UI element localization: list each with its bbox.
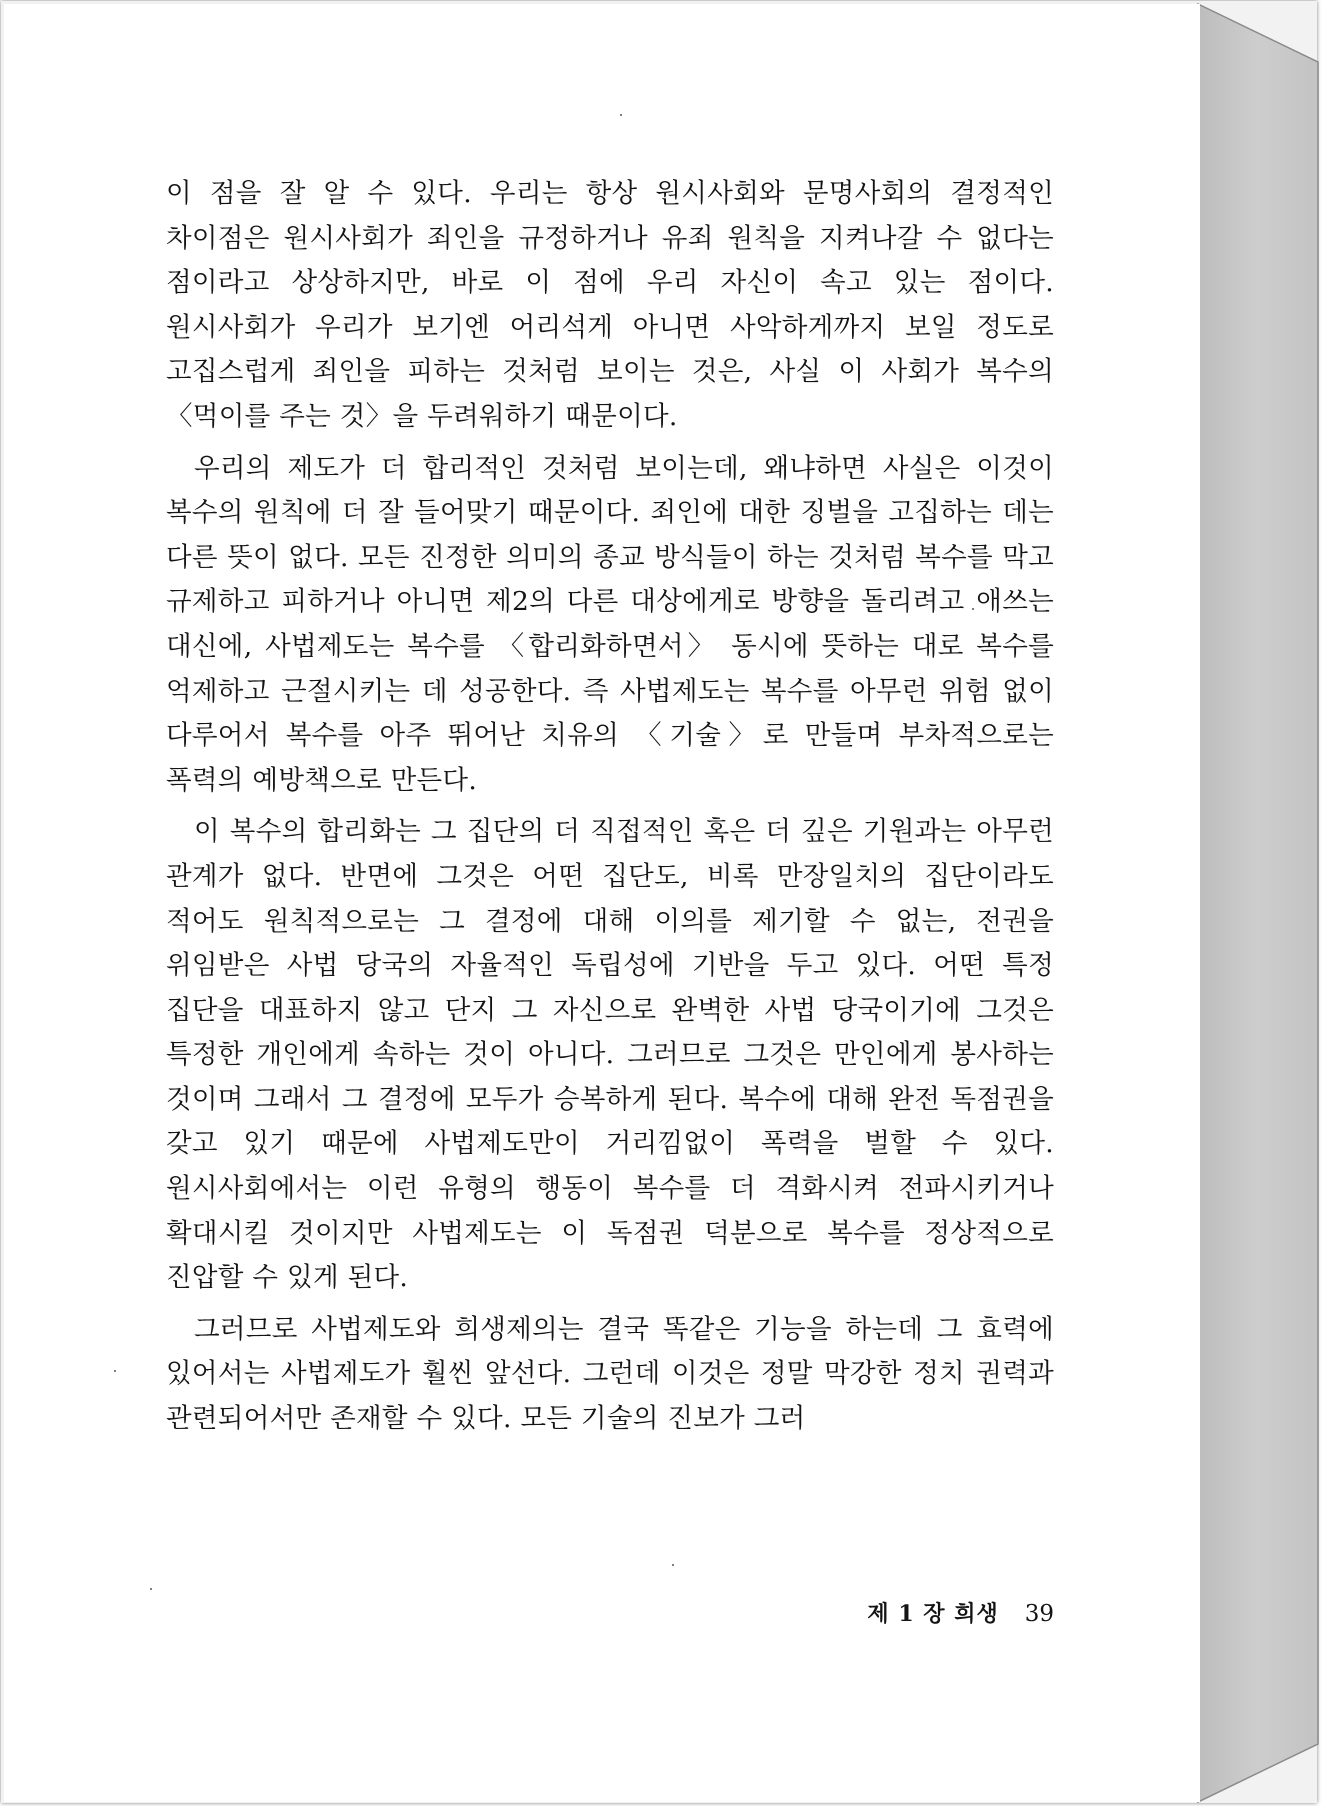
paragraph-4: 그러므로 사법제도와 희생제의는 결국 똑같은 기능을 하는데 그 효력에 있어서는 사법제도가 훨씬 앞선다. 그런데 이것은 정말 막강한 정치 권력과 관련되어서만 존재할 수 있다. 모든 기술의 진보가 그러	[166, 1313, 1054, 1435]
scan-speck	[620, 114, 622, 116]
chapter-title: 제 1 장 희생	[867, 1601, 999, 1627]
scan-speck	[672, 1564, 674, 1566]
page-footer	[840, 1597, 1054, 1628]
paragraph-1: 이 점을 잘 알 수 있다. 우리는 항상 원시사회와 문명사회의 결정적인 차이점은 원시사회가 죄인을 규정하거나 유죄 원칙을 지켜나갈 수 없다는 점이라고 상상하지만, 바로 이 점에 우리 자신이 속고 있는 점이다. 원시사회가 우리가 보기엔 어리석게 아니면 사악하게까지 보일 정도로 고집스럽게 죄인을 피하는 것처럼 보이는 것은, 사실 이 사회가 복수의 〈먹이를 주는 것〉을 두려워하기 때문이다.	[166, 178, 1054, 432]
page-number: 39	[1024, 1601, 1054, 1627]
scan-speck	[150, 1588, 152, 1590]
body-text	[166, 172, 1054, 1449]
scan-speck	[114, 1370, 116, 1372]
paragraph-3: 이 복수의 합리화는 그 집단의 더 직접적인 혹은 더 깊은 기원과는 아무런 관계가 없다. 반면에 그것은 어떤 집단도, 비록 만장일치의 집단이라도 적어도 원칙적으로는 그 결정에 대해 이의를 제기할 수 없는, 전권을 위임받은 사법 당국의 자율적인 독립성에 기반을 두고 있다. 어떤 특정 집단을 대표하지 않고 단지 그 자신으로 완벽한 사법 당국이기에 그것은 특정한 개인에게 속하는 것이 아니다. 그러므로 그것은 만인에게 봉사하는 것이며 그래서 그 결정에 모두가 승복하게 된다. 복수에 대해 완전 독점권을 갖고 있기 때문에 사법제도만이 거리낌없이 폭력을 벌할 수 있다. 원시사회에서는 이런 유형의 행동이 복수를 더 격화시켜 전파시키거나 확대시킬 것이지만 사법제도는 이 독점권 덕분으로 복수를 정상적으로 진압할 수 있게 된다.	[166, 816, 1054, 1294]
book-side-face	[1198, 4, 1318, 1802]
paragraph-2: 우리의 제도가 더 합리적인 것처럼 보이는데, 왜냐하면 사실은 이것이 복수의 원칙에 더 잘 들어맞기 때문이다. 죄인에 대한 징벌을 고집하는 데는 다른 뜻이 없다. 모든 진정한 의미의 종교 방식들이 하는 것처럼 복수를 막고 규제하고 피하거나 아니면 제2의 다른 대상에게로 방향을 돌리려고 애쓰는 대신에, 사법제도는 복수를 〈합리화하면서〉 동시에 뜻하는 대로 복수를 억제하고 근절시키는 데 성공한다. 즉 사법제도는 복수를 아무런 위험 없이 다루어서 복수를 아주 뛰어난 치유의 〈기술〉로 만들며 부차적으로는 폭력의 예방책으로 만든다.	[166, 452, 1054, 796]
